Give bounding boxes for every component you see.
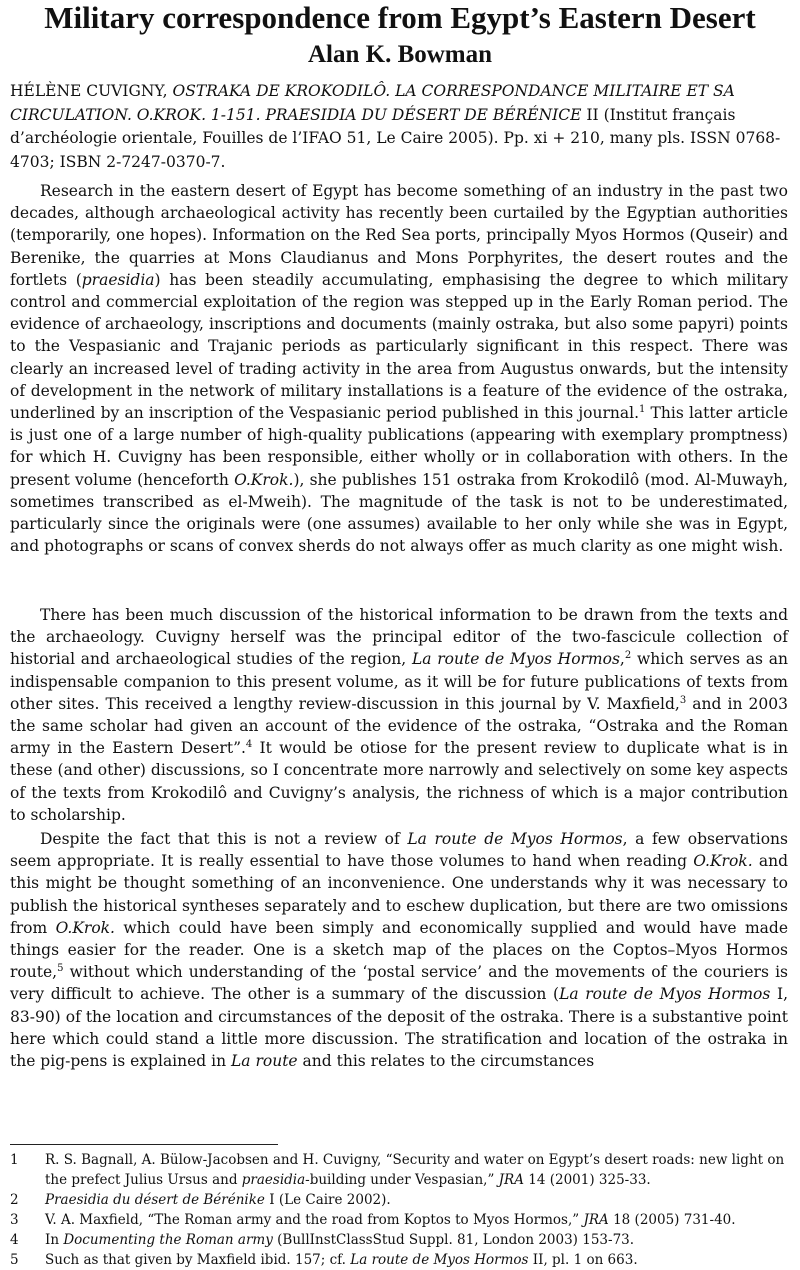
article-author: Alan K. Bowman: [307, 41, 493, 68]
text-run: ), she publishes 151 ostraka from Krokodilô (mod. Al-Muwayh, sometimes transcribed as el-Mweih). The magnitude of the task is not to be underestimated, particularly since the originals were (one assumes) available to her only while she was in Egypt, and photographs or scans of convex sherds do not always offer as much clarity as one might wish.: [10, 470, 788, 556]
text-run: 14 (2001) 325-33.: [523, 1172, 651, 1188]
footnote-ref-1[interactable]: 1: [639, 403, 646, 415]
reviewed-details: II (Institut français d’archéologie orientale, Fouilles de l’IFAO 51, Le Caire 2005). Pp. xi + 210, many pls. ISSN 0768-4703; ISBN 2-7247-0370-7.: [10, 105, 781, 171]
text-run: There has been much discussion of the historical information to be drawn from the texts and the archaeology. Cuvigny herself was the principal editor of the two-fascicule collection of historial and archaeological studies of the region,: [10, 606, 788, 669]
text-run: This latter article is just one of a large number of high-quality publications (appearing with exemplary promptness) for which H. Cuvigny has been responsible, either wholly or in collaboration with others. In the present volume (henceforth: [10, 404, 788, 489]
body-paragraph-2: [10, 604, 788, 826]
text-run: , a few observations seem appropriate. It is really essential to have those volumes to hand when reading: [10, 830, 788, 871]
footnote-4: [10, 1230, 788, 1250]
text-run: which serves as an indispensable companion to this present volume, as it will be for future publications of texts from other sites. This received a lengthy review-discussion in this journal by V. Maxfield,: [10, 650, 788, 713]
body-paragraph-3: [10, 828, 788, 1072]
footnote-number: 2: [10, 1192, 19, 1208]
italic-run: La route de Myos Hormos: [559, 985, 771, 1004]
text-run: -building under Vespasian,”: [305, 1172, 499, 1188]
text-run: Despite the fact that this is not a review of: [40, 830, 408, 848]
italic-run: JRA: [583, 1212, 609, 1228]
text-run: without which understanding of the ‘postal service’ and the movements of the couriers is very difficult to achieve. The other is a summary of the discussion (: [10, 963, 788, 1004]
text-run: Such as that given by Maxfield ibid. 157; cf.: [45, 1252, 351, 1268]
footnote-number: 3: [10, 1212, 19, 1228]
footnote-ref-5[interactable]: 5: [57, 963, 64, 975]
footnote-1: [10, 1150, 788, 1190]
text-run: It would be otiose for the present review to duplicate what is in these (and other) discussions, so I concentrate more narrowly and selectively on some key aspects of the texts from Krokodilô and Cuvigny’s analysis, the richness of which is a major contribution to scholarship.: [10, 739, 788, 824]
italic-run: O.Krok.: [234, 470, 294, 489]
text-run: 18 (2005) 731-40.: [608, 1212, 736, 1228]
article-title: Military correspondence from Egypt’s Eastern Desert: [44, 0, 756, 35]
footnote-ref-3[interactable]: 3: [679, 694, 687, 706]
italic-run: La route de Myos Hormos: [407, 830, 623, 848]
italic-run: Praesidia du désert de Bérénike: [45, 1192, 265, 1208]
reviewed-title: OSTRAKA DE KROKODILÔ. LA CORRESPONDANCE MILITAIRE ET SA CIRCULATION. O.KROK. 1-151. PRAESIDIA DU DÉSERT DE BÉRÉNICE: [10, 82, 735, 124]
italic-run: praesidia: [81, 270, 155, 289]
italic-run: La route de Myos Hormos: [411, 650, 620, 669]
italic-run: Documenting the Roman army: [63, 1232, 273, 1248]
text-run: R. S. Bagnall, A. Bülow-Jacobsen and H. Cuvigny, “Security and water on Egypt’s desert roads: new light on the prefect Julius Ursus and: [45, 1152, 785, 1188]
italic-run: O.Krok.: [693, 852, 753, 871]
text-run: I (Le Caire 2002).: [264, 1192, 391, 1208]
text-run: and this relates to the circumstances: [297, 1052, 595, 1071]
italic-run: JRA: [498, 1172, 524, 1188]
text-run: and in 2003 the same scholar had given an account of the evidence of the ostraka, “Ostraka and the Roman army in the Eastern Desert”.: [10, 694, 788, 758]
footnote-number: 5: [10, 1252, 19, 1268]
footnote-2: [10, 1190, 788, 1210]
text-run: (BullInstClassStud Suppl. 81, London 2003) 153-73.: [272, 1232, 635, 1248]
footnote-5: [10, 1250, 788, 1270]
text-run: V. A. Maxfield, “The Roman army and the road from Koptos to Myos Hormos,”: [45, 1212, 584, 1228]
text-run: and this might be thought something of an inconvenience. One understands why it was necessary to publish the historical syntheses separately and to eschew duplication, but there are two omissions from: [10, 852, 789, 937]
text-run: ) has been steadily accumulating, emphasising the degree to which military control and commercial exploitation of the region was stepped up in the Early Roman period. The evidence of archaeology, inscriptions and documents (mainly ostraka, but also some papyri) points to the Vespasianic and Trajanic periods as particularly significant in this respect. There was clearly an increased level of trading activity in the area from Augustus onwards, but the intensity of development in the network of military installations is a feature of the evidence of the ostraka, underlined by an inscription of the Vespasianic period published in this journal.: [10, 270, 788, 423]
text-run: Research in the eastern desert of Egypt has become something of an industry in the past two decades, although archaeological activity has recently been curtailed by the Egyptian authorities (temporarily, one hopes). Information on the Red Sea ports, principally Myos Hormos (Quseir) and Berenike, the quarries at Mons Claudianus and Mons Porphyrites, the desert routes and the fortlets (: [10, 182, 788, 289]
text-run: ,: [619, 650, 625, 669]
footnote-ref-4[interactable]: 4: [245, 739, 253, 751]
footnote-number: 4: [10, 1232, 19, 1248]
italic-run: O.Krok.: [55, 918, 115, 937]
text-run: I, 83-90) of the location and circumstances of the deposit of the ostraka. There is a substantive point here which could stand a little more discussion. The stratification and location of the ostraka in the pig-pens is explained in: [10, 985, 789, 1071]
italic-run: La route de Myos Hormos: [350, 1252, 529, 1268]
footnotes-list: [10, 1150, 788, 1270]
text-run: II, pl. 1 on 663.: [528, 1252, 638, 1268]
footnote-number: 1: [10, 1152, 19, 1168]
italic-run: La route: [231, 1052, 298, 1071]
footnote-divider: [10, 1144, 278, 1145]
text-run: In: [45, 1232, 64, 1248]
body-paragraph-1: [10, 180, 788, 557]
footnote-ref-2[interactable]: 2: [624, 650, 632, 662]
footnote-3: [10, 1210, 788, 1230]
reviewed-work-citation: [10, 80, 788, 174]
italic-run: praesidia: [241, 1172, 306, 1188]
reviewed-author: HÉLÈNE CUVIGNY,: [10, 82, 173, 100]
text-run: which could have been simply and economically supplied and would have made things easier for the reader. One is a sketch map of the places on the Coptos–Myos Hormos route,: [10, 918, 788, 982]
